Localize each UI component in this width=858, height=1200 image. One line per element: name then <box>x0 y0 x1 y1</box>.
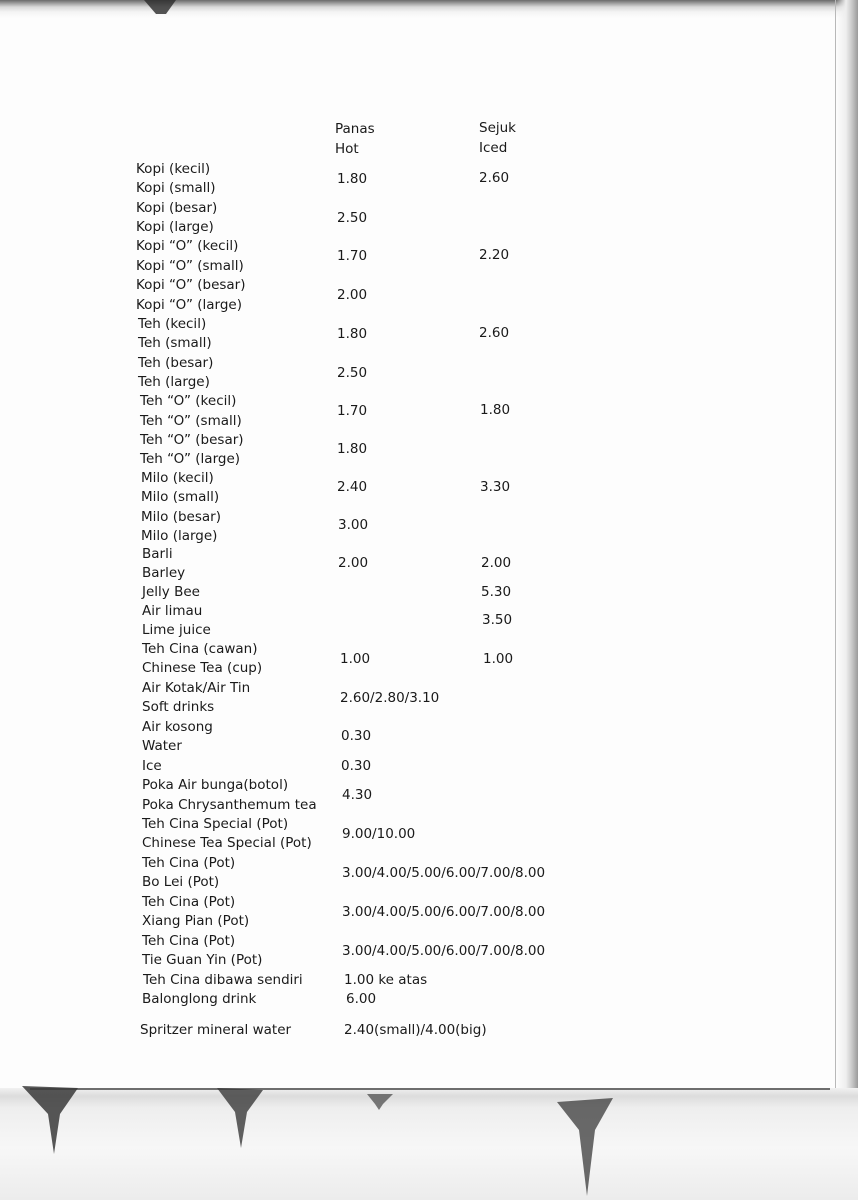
item-price-hot: 0.30 <box>341 758 372 774</box>
item-name-english: Tie Guan Yin (Pot) <box>142 952 263 968</box>
item-name-malay: Poka Air bunga(botol) <box>142 777 289 793</box>
item-price-hot: 2.00 <box>338 555 369 571</box>
item-name-english: Poka Chrysanthemum tea <box>142 797 317 813</box>
item-name-malay: Jelly Bee <box>142 584 200 600</box>
item-name-english: Kopi (small) <box>136 180 216 196</box>
header-iced-malay: Sejuk <box>479 120 516 136</box>
item-name-english: Water <box>142 738 182 754</box>
item-price-iced: 2.20 <box>479 247 510 263</box>
item-price-hot: 1.00 ke atas <box>344 972 428 988</box>
item-name-malay: Milo (besar) <box>141 509 221 525</box>
item-name-english: Chinese Tea (cup) <box>142 660 263 676</box>
item-name-malay: Barli <box>142 546 173 562</box>
item-name-english: Milo (large) <box>141 528 218 544</box>
item-name-malay: Air limau <box>142 603 203 619</box>
item-price-iced: 3.30 <box>480 479 511 495</box>
item-price-hot: 2.60/2.80/3.10 <box>340 690 440 706</box>
item-price-hot: 2.40(small)/4.00(big) <box>344 1022 487 1038</box>
item-name-english: Teh (large) <box>138 374 210 390</box>
item-price-hot: 3.00/4.00/5.00/6.00/7.00/8.00 <box>342 865 546 881</box>
item-name-malay: Air Kotak/Air Tin <box>142 680 251 696</box>
item-name-english: Teh “O” (small) <box>140 413 242 429</box>
item-price-hot: 3.00/4.00/5.00/6.00/7.00/8.00 <box>342 904 546 920</box>
item-name-english: Milo (small) <box>141 489 220 505</box>
item-price-iced: 5.30 <box>481 584 512 600</box>
item-name-malay: Ice <box>142 758 162 774</box>
item-name-english: Bo Lei (Pot) <box>142 874 220 890</box>
item-name-malay: Teh Cina (Pot) <box>142 933 236 949</box>
item-price-hot: 2.50 <box>337 210 368 226</box>
item-price-hot: 6.00 <box>346 991 377 1007</box>
item-name-english: Lime juice <box>142 622 211 638</box>
item-name-malay: Kopi “O” (besar) <box>136 277 246 293</box>
item-name-malay: Balonglong drink <box>142 991 257 1007</box>
header-hot-malay: Panas <box>335 121 375 137</box>
item-name-malay: Teh “O” (besar) <box>140 432 244 448</box>
item-name-english: Kopi “O” (large) <box>136 297 242 313</box>
item-name-english: Barley <box>142 565 186 581</box>
item-name-malay: Teh Cina (Pot) <box>142 855 236 871</box>
item-name-malay: Teh Cina (cawan) <box>142 641 258 657</box>
item-name-malay: Teh (kecil) <box>138 316 207 332</box>
item-price-hot: 0.30 <box>341 728 372 744</box>
item-price-hot: 2.00 <box>337 287 368 303</box>
item-name-english: Soft drinks <box>142 699 215 715</box>
item-name-malay: Kopi (besar) <box>136 200 218 216</box>
item-price-iced: 3.50 <box>482 612 513 628</box>
item-name-english: Teh “O” (large) <box>140 451 241 467</box>
item-price-hot: 1.70 <box>337 403 368 419</box>
header-hot-english: Hot <box>335 141 359 157</box>
item-price-hot: 3.00/4.00/5.00/6.00/7.00/8.00 <box>342 943 546 959</box>
item-name-english: Teh (small) <box>138 335 212 351</box>
item-price-hot: 1.80 <box>337 171 368 187</box>
item-name-malay: Air kosong <box>142 719 213 735</box>
item-name-english: Kopi (large) <box>136 219 214 235</box>
item-name-malay: Teh Cina (Pot) <box>142 894 236 910</box>
item-price-iced: 1.80 <box>480 402 511 418</box>
item-price-iced: 2.60 <box>479 170 510 186</box>
item-price-iced: 2.60 <box>479 325 510 341</box>
item-price-iced: 2.00 <box>481 555 512 571</box>
header-iced-english: Iced <box>479 140 508 156</box>
item-name-malay: Milo (kecil) <box>141 470 214 486</box>
item-name-english: Kopi “O” (small) <box>136 258 244 274</box>
item-name-malay: Teh Cina dibawa sendiri <box>143 972 303 988</box>
item-name-malay: Teh “O” (kecil) <box>140 393 237 409</box>
item-name-english: Xiang Pian (Pot) <box>142 913 250 929</box>
item-price-hot: 1.80 <box>337 326 368 342</box>
item-price-iced: 1.00 <box>483 651 514 667</box>
item-price-hot: 4.30 <box>342 787 373 803</box>
item-price-hot: 3.00 <box>338 517 369 533</box>
item-price-hot: 2.50 <box>337 365 368 381</box>
item-price-hot: 1.80 <box>337 441 368 457</box>
item-name-malay: Kopi (kecil) <box>136 161 211 177</box>
item-name-malay: Kopi “O” (kecil) <box>136 238 239 254</box>
item-name-malay: Spritzer mineral water <box>140 1022 292 1038</box>
item-name-malay: Teh (besar) <box>138 355 214 371</box>
item-price-hot: 1.00 <box>340 651 371 667</box>
item-name-english: Chinese Tea Special (Pot) <box>142 835 312 851</box>
item-price-hot: 1.70 <box>337 248 368 264</box>
item-price-hot: 2.40 <box>337 479 368 495</box>
item-name-malay: Teh Cina Special (Pot) <box>142 816 289 832</box>
item-price-hot: 9.00/10.00 <box>342 826 416 842</box>
